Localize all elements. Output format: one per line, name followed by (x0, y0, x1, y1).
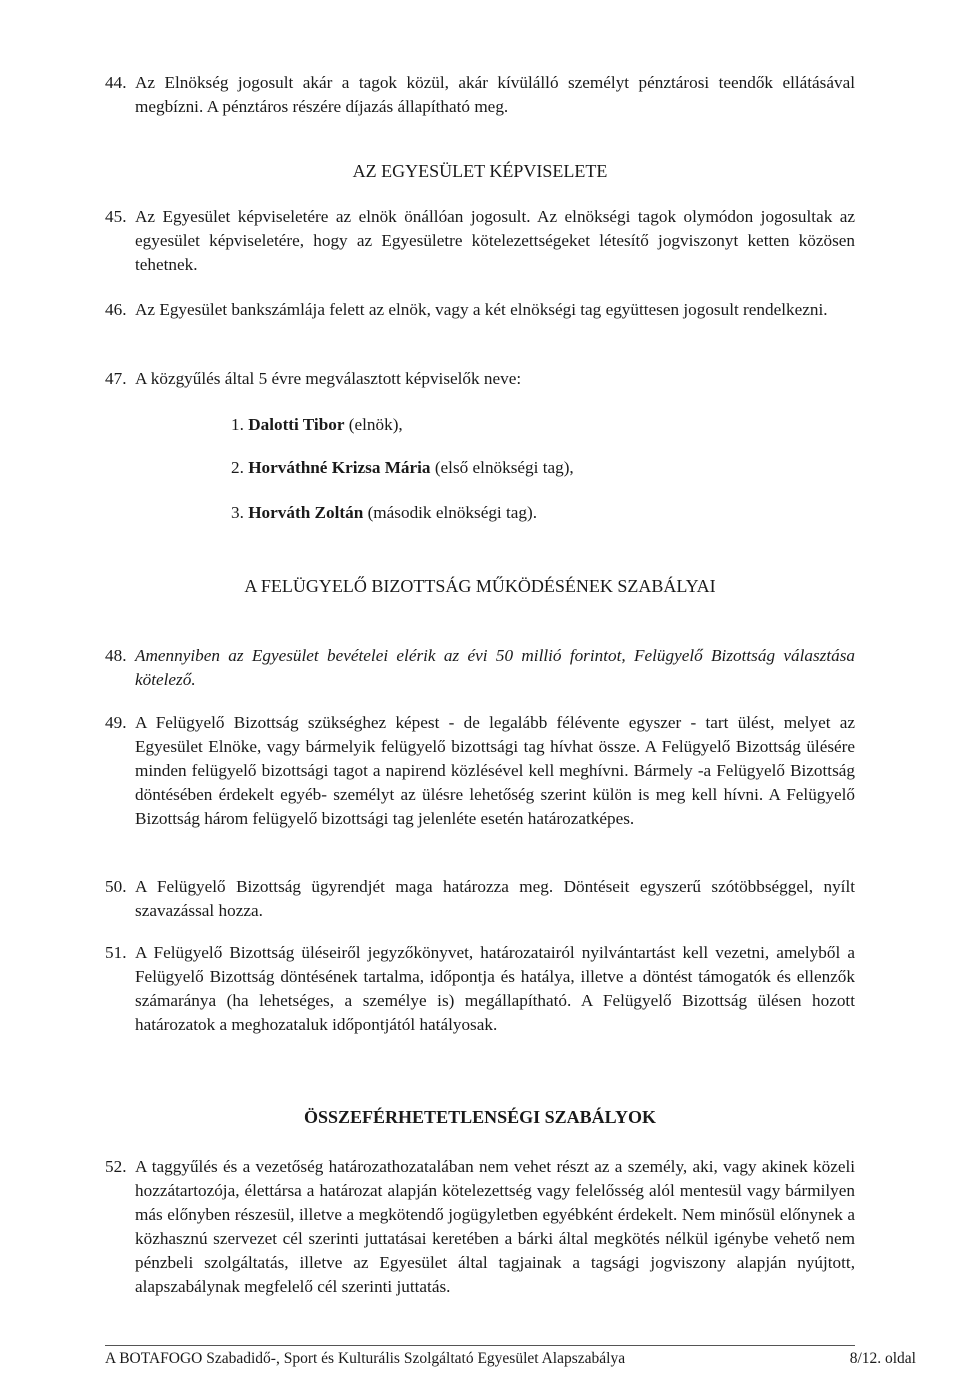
paragraph-text: Amennyiben az Egyesület bevételei elérik az évi 50 millió forintot, Felügyelő Bizottság választása kötelező. (135, 646, 855, 689)
paragraph-49 (105, 711, 855, 831)
paragraph-44 (105, 71, 855, 119)
paragraph-48 (105, 644, 855, 692)
footer-document-title: A BOTAFOGO Szabadidő-, Sport és Kulturális Szolgáltató Egyesület Alapszabálya (105, 1350, 626, 1367)
paragraph-number: 46. (105, 300, 127, 319)
section-heading-incompatibility: ÖSSZEFÉRHETETLENSÉGI SZABÁLYOK (304, 1107, 656, 1127)
paragraph-number: 45. (105, 207, 127, 226)
paragraph-text: A közgyűlés által 5 évre megválasztott képviselők neve: (135, 369, 522, 388)
paragraph-47 (105, 367, 855, 391)
paragraph-46 (105, 298, 855, 322)
footer-divider (105, 1345, 855, 1346)
paragraph-text: Az Egyesület bankszámlája felett az elnök, vagy a két elnökségi tag együttesen jogosult rendelkezni. (135, 300, 828, 319)
paragraph-50 (105, 875, 855, 923)
paragraph-text: A Felügyelő Bizottság ügyrendjét maga határozza meg. Döntéseit egyszerű szótöbbséggel, nyílt szavazással hozza. (135, 877, 855, 920)
section-heading-supervisory-board: A FELÜGYELŐ BIZOTTSÁG MŰKÖDÉSÉNEK SZABÁLYAI (244, 576, 716, 596)
list-number: 1. (231, 415, 244, 434)
paragraph-number: 47. (105, 369, 127, 388)
paragraph-text: A taggyűlés és a vezetőség határozathozatalában nem vehet részt az a személy, aki, vagy akinek közeli hozzátartozója, élettársa a határozat alapján kötelezettség vagy felelősség alól mentesül vagy bármilyen más előnyben részesül, illetve a megkötendő jogügyletben egyébként érdekelt. Nem minősül előnynek a közhasznú szervezet cél szerinti juttatásai keretében a bárki által megkötés nélkül igénybe vehető nem pénzbeli szolgáltatás, illetve az Egyesület által tagjainak a tagsági jogviszony alapján nyújtott, alapszabálynak megfelelő cél szerinti juttatás. (135, 1157, 855, 1296)
paragraph-number: 44. (105, 73, 127, 92)
representative-role: (elnök), (348, 415, 403, 434)
paragraph-text: A Felügyelő Bizottság üléseiről jegyzőkönyvet, határozatairól nyilvántartást kell vezetni, amelyből a Felügyelő Bizottság döntésének tartalma, időpontja és hatálya, illetve a döntést támogatók és ellenzők számaránya (ha lehetséges, a személye is) megállapítható. A Felügyelő Bizottság ülésen hozott határozatok a meghozataluk időpontjától hatályosak. (135, 943, 855, 1034)
paragraph-text: Az Elnökség jogosult akár a tagok közül, akár kívülálló személyt pénztárosi teendők ellátásával megbízni. A pénztáros részére díjazás állapítható meg. (135, 73, 855, 116)
paragraph-number: 48. (105, 646, 127, 665)
representative-name: Horváthné Krizsa Mária (248, 458, 431, 477)
paragraph-text: A Felügyelő Bizottság szükséghez képest - de legalább félévente egyszer - tart ülést, melyet az Egyesület Elnöke, vagy bármelyik felügyelő bizottsági tag hívhat össze. A Felügyelő Bizottság ülésére minden felügyelő bizottsági tagot a napirend közlésével kell meghívni. Bármely -a Felügyelő Bizottság döntésében érdekelt egyéb- személyt az ülésre lehetőség szerint külön is meg kell hívni. A Felügyelő Bizottság három felügyelő bizottsági tag jelenléte esetén határozatképes. (135, 713, 855, 828)
representative-name: Dalotti Tibor (248, 415, 345, 434)
footer-page-number: 8/12. oldal (849, 1350, 916, 1367)
paragraph-text: Az Egyesület képviseletére az elnök önállóan jogosult. Az elnökségi tagok olymódon jogosultak az egyesület képviseletére, hogy az Egyesületre kötelezettségeket létesítő jogviszonyt ketten közösen tehetnek. (135, 207, 855, 274)
representative-item (231, 501, 537, 525)
paragraph-45 (105, 205, 855, 277)
list-number: 3. (231, 503, 244, 522)
paragraph-number: 49. (105, 713, 127, 732)
paragraph-52 (105, 1155, 855, 1299)
representative-role: (második elnökségi tag). (367, 503, 538, 522)
representative-item (231, 413, 403, 437)
paragraph-number: 51. (105, 943, 127, 962)
paragraph-number: 52. (105, 1157, 127, 1176)
list-number: 2. (231, 458, 244, 477)
representative-role: (első elnökségi tag), (434, 458, 574, 477)
paragraph-number: 50. (105, 877, 127, 896)
representative-item (231, 456, 574, 480)
representative-name: Horváth Zoltán (248, 503, 364, 522)
paragraph-51 (105, 941, 855, 1037)
section-heading-representation: AZ EGYESÜLET KÉPVISELETE (352, 161, 608, 181)
